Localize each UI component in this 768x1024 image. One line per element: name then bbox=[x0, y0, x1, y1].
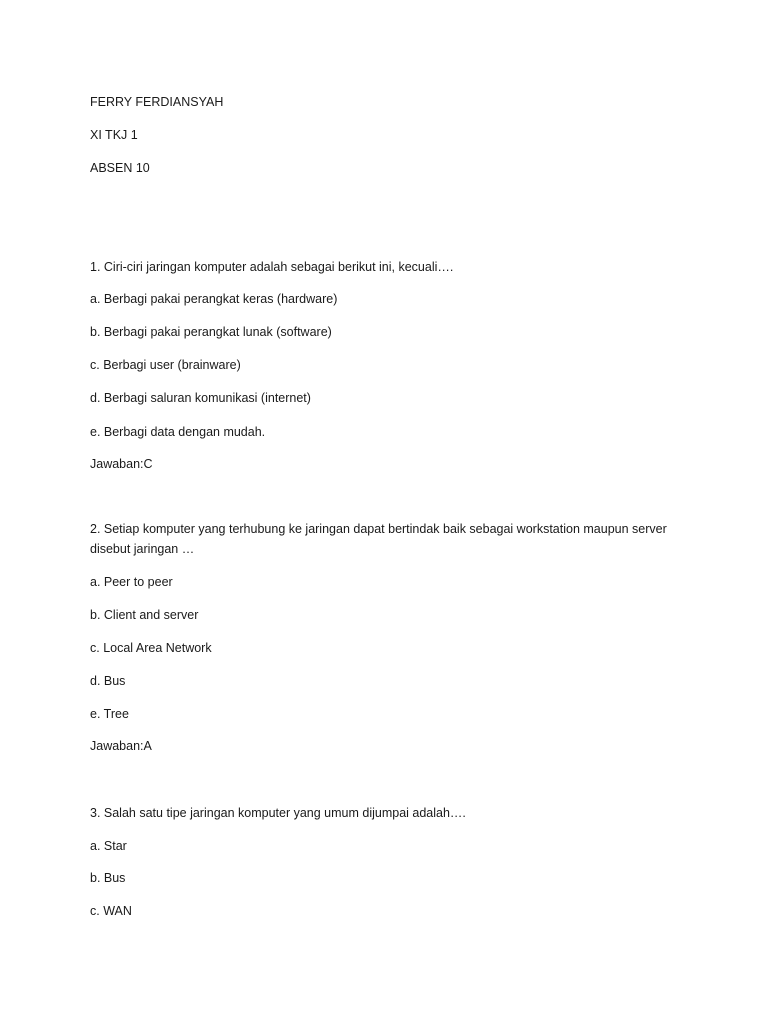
question-2-text: 2. Setiap komputer yang terhubung ke jaringan dapat bertindak baik sebagai workstation maupun server disebut jaringan … bbox=[90, 522, 667, 556]
question-1-option-b: b. Berbagi pakai perangkat lunak (software) bbox=[90, 325, 332, 339]
question-2-option-b: b. Client and server bbox=[90, 608, 199, 622]
question-3-option-a: a. Star bbox=[90, 839, 127, 853]
question-2-option-e: e. Tree bbox=[90, 707, 129, 721]
question-2-answer: Jawaban:A bbox=[90, 739, 152, 753]
question-1-option-e: e. Berbagi data dengan mudah. bbox=[90, 425, 266, 439]
question-2-option-a: a. Peer to peer bbox=[90, 575, 173, 589]
question-1-option-d: d. Berbagi saluran komunikasi (internet) bbox=[90, 391, 311, 405]
student-name: FERRY FERDIANSYAH bbox=[90, 95, 224, 109]
question-1-option-c: c. Berbagi user (brainware) bbox=[90, 358, 241, 372]
question-2-option-d: d. Bus bbox=[90, 674, 126, 688]
question-1-option-a: a. Berbagi pakai perangkat keras (hardware) bbox=[90, 292, 338, 306]
question-3-option-b: b. Bus bbox=[90, 871, 126, 885]
question-3-text: 3. Salah satu tipe jaringan komputer yang umum dijumpai adalah…. bbox=[90, 806, 466, 820]
question-3-option-c: c. WAN bbox=[90, 904, 132, 918]
question-1-text: 1. Ciri-ciri jaringan komputer adalah sebagai berikut ini, kecuali…. bbox=[90, 260, 454, 274]
student-absen: ABSEN 10 bbox=[90, 161, 150, 175]
question-1-answer: Jawaban:C bbox=[90, 457, 153, 471]
student-class: XI TKJ 1 bbox=[90, 128, 138, 142]
question-2-option-c: c. Local Area Network bbox=[90, 641, 212, 655]
